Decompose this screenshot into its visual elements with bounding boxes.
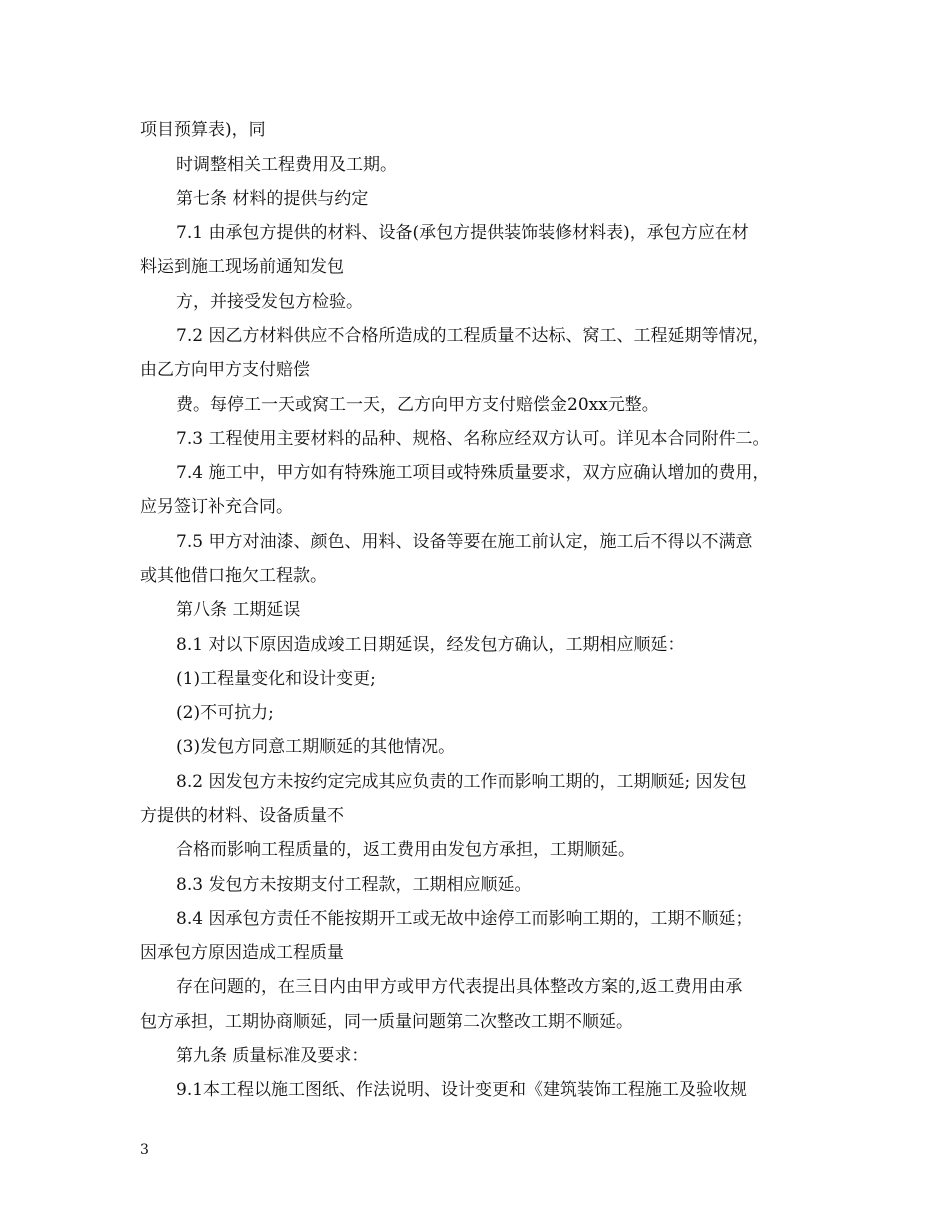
list-item: (2)不可抗力;	[176, 703, 274, 723]
article-heading: 第八条 工期延误	[176, 600, 301, 620]
text-line: 费。每停工一天或窝工一天，乙方向甲方支付赔偿金20xx元整。	[176, 395, 659, 415]
text-line: 7.3 工程使用主要材料的品种、规格、名称应经双方认可。详见本合同附件二。	[176, 429, 770, 449]
list-item: (3)发包方同意工期顺延的其他情况。	[176, 737, 456, 757]
page-number: 3	[140, 1142, 149, 1158]
text-line: 或其他借口拖欠工程款。	[140, 566, 327, 586]
text-line: 料运到施工现场前通知发包	[140, 257, 344, 277]
article-heading: 第七条 材料的提供与约定	[176, 189, 369, 209]
text-line: 8.3 发包方未按期支付工程款，工期相应顺延。	[176, 875, 532, 895]
article-heading: 第九条 质量标准及要求：	[176, 1046, 369, 1066]
text-line: 时调整相关工程费用及工期。	[176, 155, 397, 175]
text-line: 9.1本工程以施工图纸、作法说明、设计变更和《建筑装饰工程施工及验收规	[176, 1080, 748, 1100]
text-line: 应另签订补充合同。	[140, 497, 293, 517]
text-line: 7.2 因乙方材料供应不合格所造成的工程质量不达标、窝工、工程延期等情况，	[176, 326, 770, 346]
text-line: 7.4 施工中，甲方如有特殊施工项目或特殊质量要求，双方应确认增加的费用，	[176, 463, 770, 483]
text-line: 因承包方原因造成工程质量	[140, 943, 344, 963]
text-line: 7.5 甲方对油漆、颜色、用料、设备等要在施工前认定，施工后不得以不满意	[176, 532, 753, 552]
text-line: 方提供的材料、设备质量不	[140, 806, 344, 826]
text-line: 8.1 对以下原因造成竣工日期延误，经发包方确认，工期相应顺延：	[176, 635, 685, 655]
text-line: 由乙方向甲方支付赔偿	[140, 360, 310, 380]
text-line: 8.4 因承包方责任不能按期开工或无故中途停工而影响工期的，工期不顺延；	[176, 909, 753, 929]
text-line: 方，并接受发包方检验。	[176, 292, 363, 312]
text-line: 7.1 由承包方提供的材料、设备(承包方提供装饰装修材料表)，承包方应在材	[176, 223, 749, 243]
list-item: (1)工程量变化和设计变更;	[176, 669, 376, 689]
text-line: 存在问题的，在三日内由甲方或甲方代表提出具体整改方案的,返工费用由承	[176, 977, 743, 997]
text-line: 包方承担，工期协商顺延，同一质量问题第二次整改工期不顺延。	[140, 1012, 633, 1032]
text-line: 合格而影响工程质量的，返工费用由发包方承担，工期顺延。	[176, 840, 635, 860]
text-line: 8.2 因发包方未按约定完成其应负责的工作而影响工期的，工期顺延; 因发包	[176, 772, 747, 792]
text-line: 项目预算表)，同	[140, 120, 266, 140]
